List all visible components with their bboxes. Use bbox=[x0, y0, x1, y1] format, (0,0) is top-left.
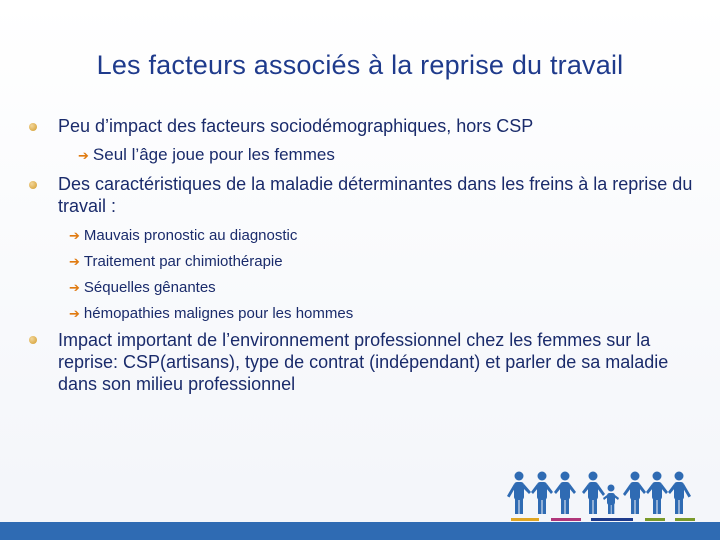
bullet-dot-icon bbox=[29, 336, 37, 344]
right-arrow-icon: ➔ bbox=[78, 148, 89, 163]
slide-title: Les facteurs associés à la reprise du travail bbox=[96, 50, 624, 80]
right-arrow-icon: ➔ bbox=[69, 228, 80, 243]
sub-bullet-3-text: Traitement par chimiothérapie bbox=[83, 253, 283, 270]
bullet-2: Des caractéristiques de la maladie déterminantes dans les freins à la reprise du travail : bbox=[58, 174, 693, 216]
sub-bullet-5 bbox=[69, 304, 353, 324]
sub-bullet-4 bbox=[69, 278, 216, 298]
right-arrow-icon: ➔ bbox=[69, 306, 80, 321]
bullet-1: Peu d’impact des facteurs sociodémographiques, hors CSP bbox=[58, 116, 534, 136]
footer-bar bbox=[0, 522, 720, 540]
sub-bullet-2-text: Mauvais pronostic au diagnostic bbox=[83, 227, 298, 244]
sub-bullet-1-text: Seul l’âge joue pour les femmes bbox=[92, 145, 335, 164]
bullet-dot-icon bbox=[29, 181, 37, 189]
bullet-3: Impact important de l’environnement professionnel chez les femmes sur la reprise: CSP(artisans), type de contrat (indépendant) et parler de sa maladie dans son milieu professionnel bbox=[58, 330, 669, 394]
right-arrow-icon: ➔ bbox=[69, 280, 80, 295]
sub-bullet-5-text: hémopathies malignes pour les hommes bbox=[83, 305, 354, 322]
people-group-logo bbox=[505, 468, 705, 524]
sub-bullet-4-text: Séquelles gênantes bbox=[83, 279, 216, 296]
sub-bullet-3 bbox=[69, 252, 283, 272]
bullet-dot-icon bbox=[29, 123, 37, 131]
sub-bullet-1 bbox=[78, 145, 335, 166]
sub-bullet-2 bbox=[69, 226, 297, 246]
right-arrow-icon: ➔ bbox=[69, 254, 80, 269]
